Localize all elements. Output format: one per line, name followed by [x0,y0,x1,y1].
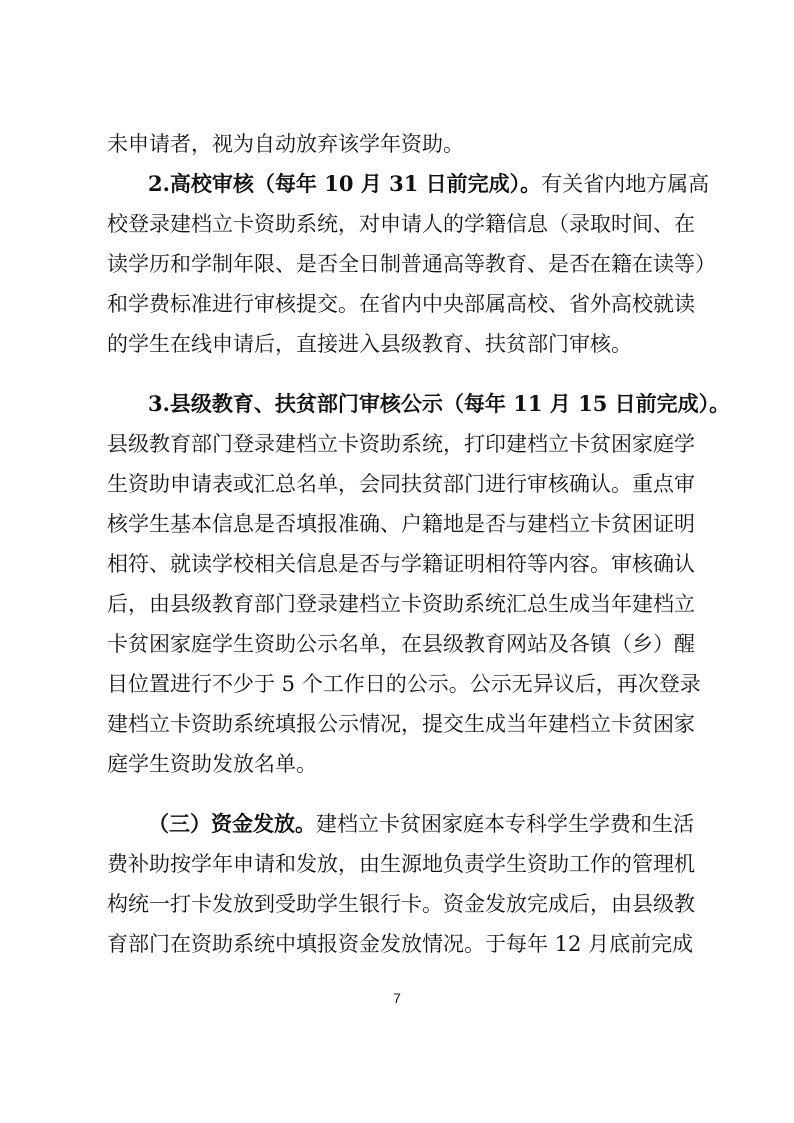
bold-heading-text: 2.高校审核（每年 10 月 31 日前完成）。 [148,171,542,196]
paragraph-text: 核学生基本信息是否填报准确、户籍地是否与建档立卡贫困证明 [107,512,695,536]
paragraph-text: 后，由县级教育部门登录建档立卡资助系统汇总生成当年建档立 [107,592,695,616]
paragraph-text: 有关省内地方属高 [541,172,710,196]
text-line [107,744,693,784]
paragraph-text: 目位置进行不少于 5 个工作日的公示。公示无异议后，再次登录 [107,672,701,696]
paragraph-text: 费补助按学年申请和发放，由生源地负责学生资助工作的管理机 [107,852,695,876]
text-line [107,244,716,284]
paragraph-text: 育部门在资助系统中填报资金发放情况。于每年 12 月底前完成 [107,932,694,956]
paragraph-text: 的学生在线申请后，直接进入县级教育、扶贫部门审核。 [107,332,632,356]
bold-heading-text: 3.县级教育、扶贫部门审核公示（每年 11 月 15 日前完成）。 [148,391,731,416]
paragraph-text: 县级教育部门登录建档立卡资助系统，打印建档立卡贫困家庭学 [107,432,695,456]
text-line [148,804,693,844]
paragraph-text: 校登录建档立卡资助系统，对申请人的学籍信息（录取时间、在 [107,212,695,236]
text-line [107,284,693,324]
text-line [107,504,693,544]
text-line [148,384,731,424]
text-line [107,844,693,884]
paragraph-text: 建档立卡贫困家庭本专科学生学费和生活 [316,812,694,836]
page-number: 7 [393,990,401,1006]
text-line [107,584,693,624]
text-line [148,164,710,204]
paragraph-text: 庭学生资助发放名单。 [107,752,317,776]
text-line [107,664,701,704]
text-line [107,924,693,964]
text-line [107,424,693,464]
paragraph-text: 构统一打卡发放到受助学生银行卡。资金发放完成后，由县级教 [107,892,695,916]
text-line [107,704,693,744]
bold-heading-text: （三）资金发放。 [148,811,316,836]
text-line [107,204,693,244]
text-line [107,124,693,164]
paragraph-text: 和学费标准进行审核提交。在省内中央部属高校、省外高校就读 [107,292,695,316]
text-line [107,624,693,664]
paragraph-text: 读学历和学制年限、是否全日制普通高等教育、是否在籍在读等） [107,252,716,276]
paragraph-text: 未申请者，视为自动放弃该学年资助。 [107,132,464,156]
text-line [107,884,693,924]
text-line [107,464,693,504]
text-line [107,324,693,364]
text-line [107,544,693,584]
paragraph-text: 生资助申请表或汇总名单，会同扶贫部门进行审核确认。重点审 [107,472,695,496]
paragraph-text: 建档立卡资助系统填报公示情况，提交生成当年建档立卡贫困家 [107,712,695,736]
paragraph-text: 卡贫困家庭学生资助公示名单，在县级教育网站及各镇（乡）醒 [107,632,695,656]
paragraph-text: 相符、就读学校相关信息是否与学籍证明相符等内容。审核确认 [107,552,695,576]
